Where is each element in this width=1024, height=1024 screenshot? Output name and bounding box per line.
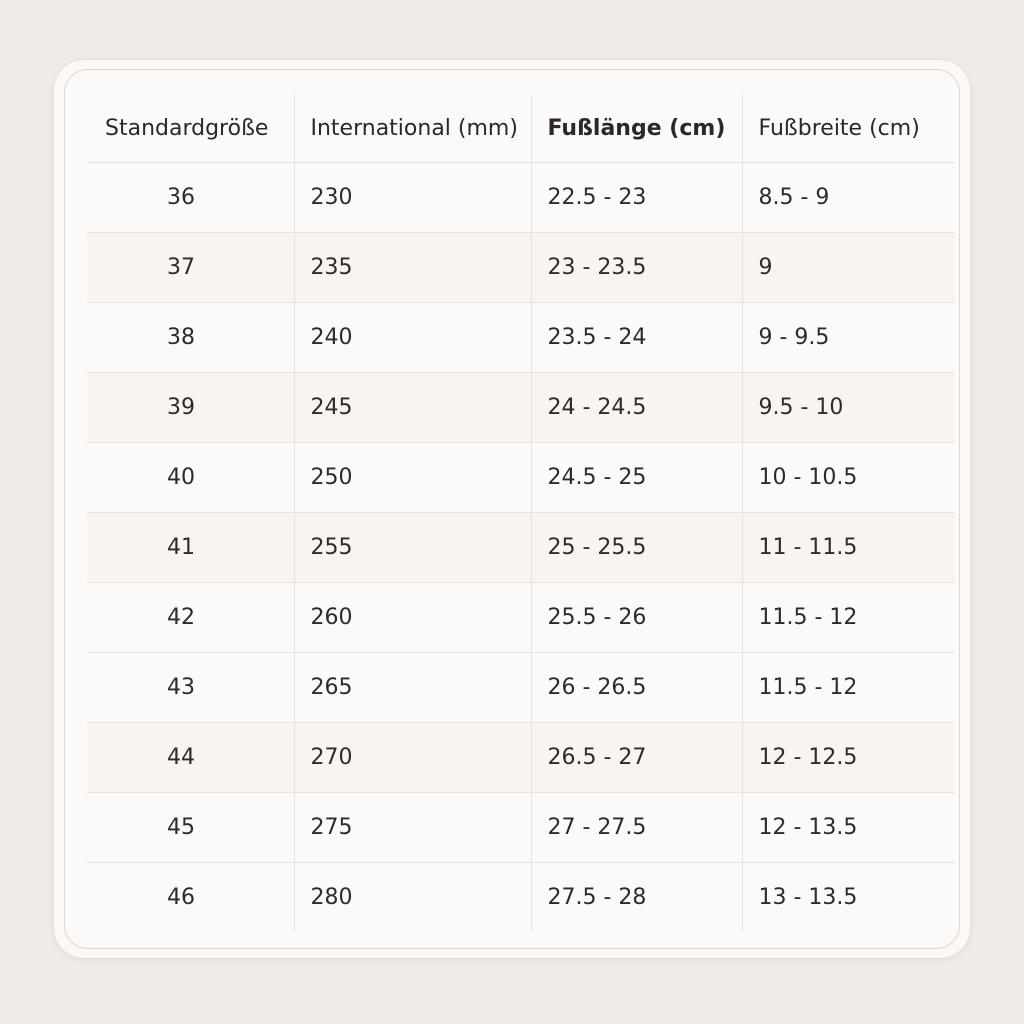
size-table <box>87 95 955 932</box>
header-foot-length: Fußlänge (cm) <box>531 95 742 163</box>
header-foot-width: Fußbreite (cm) <box>742 95 955 163</box>
cell-international-mm: 250 <box>294 443 531 513</box>
table-row <box>87 443 955 513</box>
cell-foot-width: 9 - 9.5 <box>742 303 955 373</box>
table-row <box>87 863 955 933</box>
cell-foot-width: 11 - 11.5 <box>742 513 955 583</box>
header-standard-size: Standardgröße <box>87 95 294 163</box>
cell-standard-size: 38 <box>87 303 294 373</box>
cell-foot-width: 12 - 12.5 <box>742 723 955 793</box>
cell-foot-length: 23 - 23.5 <box>531 233 742 303</box>
cell-international-mm: 275 <box>294 793 531 863</box>
cell-foot-length: 26 - 26.5 <box>531 653 742 723</box>
cell-foot-width: 13 - 13.5 <box>742 863 955 933</box>
size-chart-frame <box>64 69 960 949</box>
cell-foot-length: 24.5 - 25 <box>531 443 742 513</box>
cell-foot-width: 11.5 - 12 <box>742 583 955 653</box>
cell-international-mm: 235 <box>294 233 531 303</box>
cell-foot-width: 11.5 - 12 <box>742 653 955 723</box>
size-chart-card <box>54 60 970 958</box>
cell-foot-length: 24 - 24.5 <box>531 373 742 443</box>
cell-foot-length: 27 - 27.5 <box>531 793 742 863</box>
table-row <box>87 513 955 583</box>
table-row <box>87 163 955 233</box>
table-row <box>87 303 955 373</box>
cell-foot-length: 25.5 - 26 <box>531 583 742 653</box>
cell-foot-length: 26.5 - 27 <box>531 723 742 793</box>
cell-foot-length: 23.5 - 24 <box>531 303 742 373</box>
cell-standard-size: 40 <box>87 443 294 513</box>
cell-standard-size: 41 <box>87 513 294 583</box>
cell-foot-width: 9 <box>742 233 955 303</box>
header-international-mm: International (mm) <box>294 95 531 163</box>
cell-standard-size: 44 <box>87 723 294 793</box>
cell-standard-size: 45 <box>87 793 294 863</box>
cell-international-mm: 270 <box>294 723 531 793</box>
cell-standard-size: 46 <box>167 885 195 910</box>
cell-foot-width: 8.5 - 9 <box>742 163 955 233</box>
table-row <box>87 373 955 443</box>
cell-foot-width: 12 - 13.5 <box>742 793 955 863</box>
cell-foot-length: 22.5 - 23 <box>531 163 742 233</box>
cell-foot-width: 9.5 - 10 <box>742 373 955 443</box>
cell-standard-size: 37 <box>87 233 294 303</box>
cell-international-mm: 230 <box>294 163 531 233</box>
table-row <box>87 793 955 863</box>
table-row <box>87 653 955 723</box>
cell-international-mm: 265 <box>294 653 531 723</box>
cell-foot-length: 25 - 25.5 <box>531 513 742 583</box>
table-header-row <box>87 95 955 163</box>
table-row <box>87 583 955 653</box>
cell-standard-size: 36 <box>87 163 294 233</box>
cell-international-mm: 260 <box>294 583 531 653</box>
cell-international-mm: 255 <box>294 513 531 583</box>
table-row <box>87 723 955 793</box>
cell-standard-size: 43 <box>87 653 294 723</box>
table-row <box>87 233 955 303</box>
cell-foot-width: 10 - 10.5 <box>742 443 955 513</box>
cell-international-mm: 240 <box>294 303 531 373</box>
cell-standard-size: 39 <box>87 373 294 443</box>
cell-foot-length: 27.5 - 28 <box>531 863 742 933</box>
cell-international-mm: 280 <box>294 863 531 933</box>
cell-international-mm: 245 <box>294 373 531 443</box>
cell-standard-size: 42 <box>87 583 294 653</box>
